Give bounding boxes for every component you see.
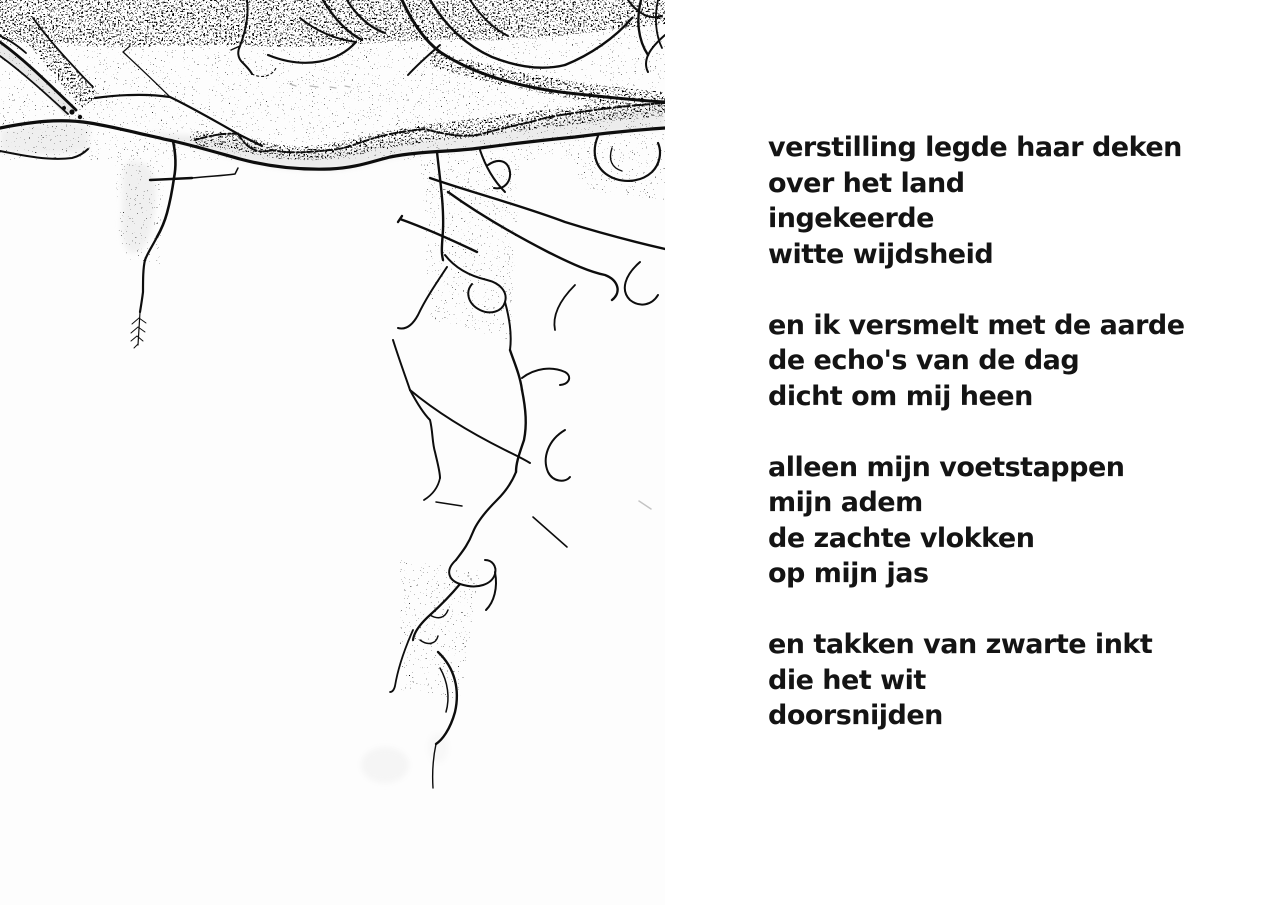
poem-line: en ik versmelt met de aarde [768,309,1185,341]
poem-line: verstilling legde haar deken [768,132,1182,163]
poem-line: over het land [768,167,965,199]
poem-stanza-1 [768,130,1273,272]
poem-stanza-3 [768,450,1273,592]
poem-line: witte wijdsheid [768,238,994,270]
poem-line: de echo's van de dag [768,345,1080,376]
poem-line: en takken van zwarte inkt [768,629,1153,660]
poem-line: ingekeerde [768,203,934,234]
poem-stanza-2 [768,308,1273,415]
poem-line: de zachte vlokken [768,522,1035,554]
poem-line: mijn adem [768,487,923,518]
poem-line: dicht om mij heen [768,380,1033,412]
poem-text [768,130,1273,734]
poem-line: die het wit [768,664,926,696]
poem-line: doorsnijden [768,700,943,731]
poem-line: alleen mijn voetstappen [768,451,1125,483]
poem-line: op mijn jas [768,558,929,589]
poem-stanza-4 [768,627,1273,734]
